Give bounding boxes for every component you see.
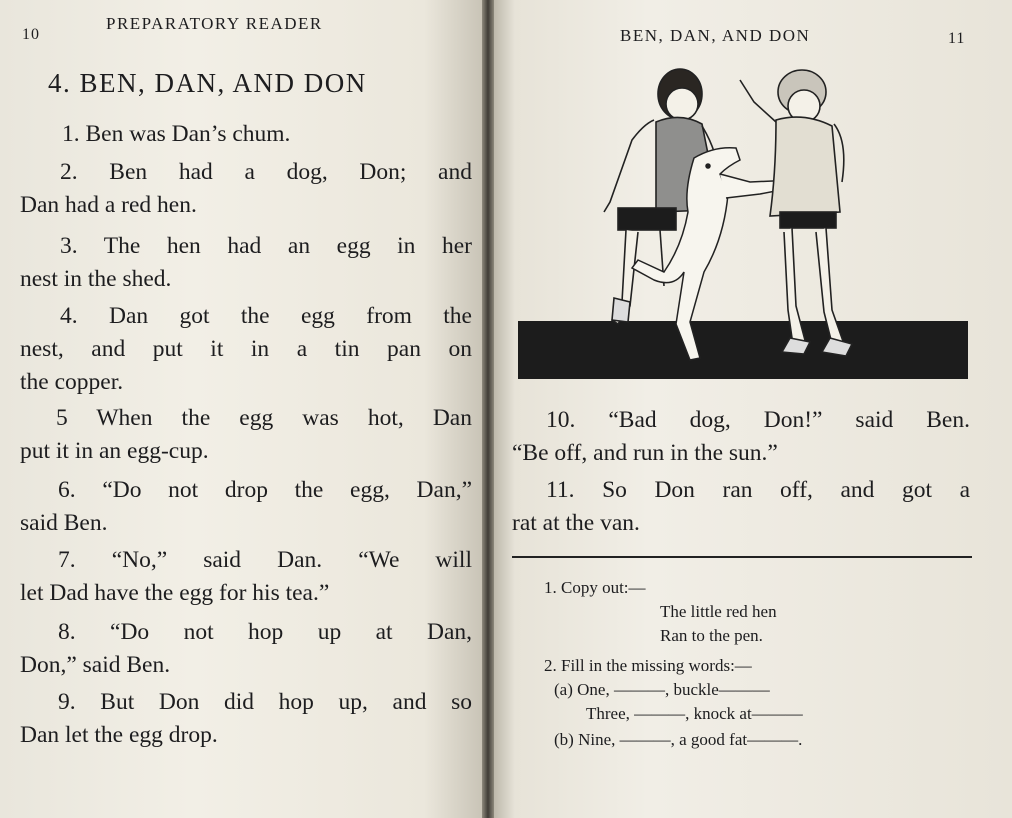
text-line: 10. “Bad dog, Don!” said Ben.: [546, 407, 970, 433]
page-number: 10: [22, 26, 40, 43]
page-number: 11: [948, 30, 966, 47]
text-line: Don,” said Ben.: [20, 652, 171, 678]
exercise-1-line: Ran to the pen.: [660, 626, 763, 645]
exercise-2a-line: (a) One, ———, buckle———: [554, 680, 770, 699]
paragraph-10: [512, 404, 970, 470]
text-line: “Be off, and run in the sun.”: [512, 440, 778, 466]
text-line: nest, and put it in a tin pan on: [20, 336, 472, 362]
text-line: let Dad have the egg for his tea.”: [20, 580, 330, 606]
boy-dog-girl-illustration-icon: [514, 62, 974, 384]
text-line: 11. So Don ran off, and got a: [546, 477, 970, 503]
paragraph-5: [20, 402, 472, 468]
text-line: 9. But Don did hop up, and so: [58, 689, 472, 715]
section-divider: [512, 556, 972, 558]
paragraph-3: [20, 230, 472, 296]
running-head: PREPARATORY READER: [106, 14, 323, 33]
running-head: BEN, DAN, AND DON: [620, 26, 811, 45]
text-line: 6. “Do not drop the egg, Dan,”: [58, 477, 472, 503]
text-line: Dan let the egg drop.: [20, 722, 218, 748]
text-line: 4. Dan got the egg from the: [60, 303, 472, 329]
text-line: put it in an egg-cup.: [20, 438, 209, 464]
text-line: Dan had a red hen.: [20, 192, 197, 218]
paragraph-2: [20, 156, 472, 222]
exercise-1-line: The little red hen: [660, 602, 777, 621]
text-line: 3. The hen had an egg in her: [60, 233, 472, 259]
paragraph-9: [20, 686, 472, 752]
paragraph-7: [20, 544, 472, 610]
text-line: the copper.: [20, 369, 124, 395]
paragraph-1: [62, 118, 290, 151]
text-line: 1. Ben was Dan’s chum.: [62, 121, 291, 147]
text-line: said Ben.: [20, 510, 108, 536]
paragraph-6: [20, 474, 472, 540]
text-line: nest in the shed.: [20, 266, 172, 292]
text-line: 8. “Do not hop up at Dan,: [58, 619, 472, 645]
paragraph-4: [20, 300, 472, 399]
exercise-1-label: 1. Copy out:—: [544, 578, 646, 597]
exercise-2-label: 2. Fill in the missing words:—: [544, 656, 752, 675]
chapter-title: 4. BEN, DAN, AND DON: [48, 68, 367, 98]
text-line: rat at the van.: [512, 510, 640, 536]
exercise-2a-line: Three, ———, knock at———: [586, 704, 803, 723]
text-line: 7. “No,” said Dan. “We will: [58, 547, 472, 573]
text-line: 5 When the egg was hot, Dan: [56, 405, 472, 431]
text-line: 2. Ben had a dog, Don; and: [60, 159, 472, 185]
exercise-2b-line: (b) Nine, ———, a good fat———.: [554, 730, 803, 749]
right-page: [494, 0, 1012, 818]
paragraph-8: [20, 616, 472, 682]
paragraph-11: [512, 474, 970, 540]
book-gutter: [482, 0, 494, 818]
left-page: [0, 0, 482, 818]
